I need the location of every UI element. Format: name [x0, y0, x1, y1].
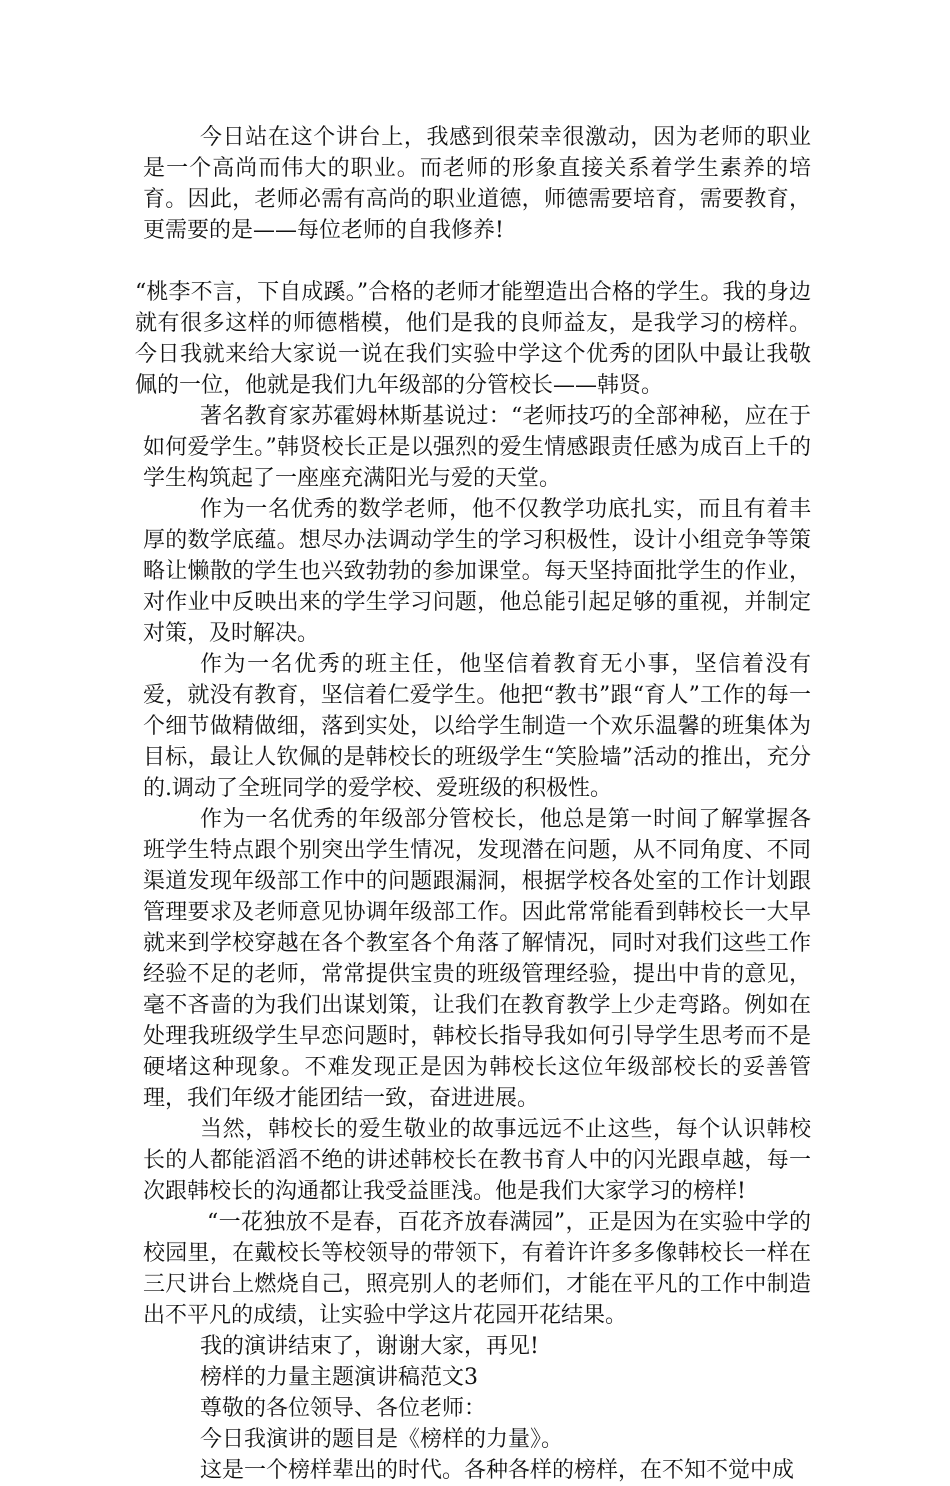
paragraph-intro: 今日站在这个讲台上，我感到很荣幸很激动，因为老师的职业是一个高尚而伟大的职业。而老师的形象直接关系着学生素养的培育。因此，老师必需有高尚的职业道德，师德需要培育，需要教育，更需要的是——每位老师的自我修养! — [143, 125, 811, 243]
salutation: 尊敬的各位领导、各位老师： — [200, 1396, 487, 1421]
document-body — [135, 122, 811, 1486]
paragraph-era: 这是一个榜样辈出的时代。各种各样的榜样，在不知不觉中成 — [200, 1458, 795, 1483]
paragraph-of-course: 当然，韩校长的爱生敬业的故事远远不止这些，每个认识韩校长的人都能滔滔不绝的讲述韩校长在教书育人中的闪光跟卓越，每一次跟韩校长的沟通都让我受益匪浅。他是我们大家学习的榜样! — [143, 1117, 811, 1204]
speech-topic: 今日我演讲的题目是《榜样的力量》。 — [200, 1427, 564, 1452]
section-title: 榜样的力量主题演讲稿范文3 — [200, 1365, 478, 1390]
paragraph-closing: 我的演讲结束了，谢谢大家，再见! — [200, 1334, 539, 1359]
paragraph-flowers: “一花独放不是春，百花齐放春满园”，正是因为在实验中学的校园里，在戴校长等校领导的带领下，有着许许多多像韩校长一样在三尺讲台上燃烧自己，照亮别人的老师们，才能在平凡的工作中制造出不平凡的成绩，让实验中学这片花园开花结果。 — [143, 1210, 811, 1328]
paragraph-taoli: “桃李不言，下自成蹊。”合格的老师才能塑造出合格的学生。我的身边就有很多这样的师德楷模，他们是我的良师益友，是我学习的榜样。今日我就来给大家说一说在我们实验中学这个优秀的团队中最让我敬佩的一位，他就是我们九年级部的分管校长——韩贤。 — [135, 280, 811, 398]
paragraph-quote: 著名教育家苏霍姆林斯基说过：“老师技巧的全部神秘，应在于如何爱学生。”韩贤校长正是以强烈的爱生情感跟责任感为成百上千的学生构筑起了一座座充满阳光与爱的天堂。 — [143, 404, 811, 491]
paragraph-grade-principal: 作为一名优秀的年级部分管校长，他总是第一时间了解掌握各班学生特点跟个别突出学生情况，发现潜在问题，从不同角度、不同渠道发现年级部工作中的问题跟漏洞，根据学校各处室的工作计划跟管理要求及老师意见协调年级部工作。因此常常能看到韩校长一大早就来到学校穿越在各个教室各个角落了解情况，同时对我们这些工作经验不足的老师，常常提供宝贵的班级管理经验，提出中肯的意见，毫不吝啬的为我们出谋划策，让我们在教育教学上少走弯路。例如在处理我班级学生早恋问题时，韩校长指导我如何引导学生思考而不是硬堵这种现象。不难发现正是因为韩校长这位年级部校长的妥善管理，我们年级才能团结一致，奋进进展。 — [143, 807, 811, 1111]
paragraph-math-teacher: 作为一名优秀的数学老师，他不仅教学功底扎实，而且有着丰厚的数学底蕴。想尽办法调动学生的学习积极性，设计小组竞争等策略让懒散的学生也兴致勃勃的参加课堂。每天坚持面批学生的作业，对作业中反映出来的学生学习问题，他总能引起足够的重视，并制定对策，及时解决。 — [143, 497, 811, 646]
paragraph-class-teacher: 作为一名优秀的班主任，他坚信着教育无小事，坚信着没有爱，就没有教育，坚信着仁爱学生。他把“教书”跟“育人”工作的每一个细节做精做细，落到实处，以给学生制造一个欢乐温馨的班集体为目标，最让人钦佩的是韩校长的班级学生“笑脸墙”活动的推出，充分的.调动了全班同学的爱学校、爱班级的积极性。 — [143, 652, 811, 801]
